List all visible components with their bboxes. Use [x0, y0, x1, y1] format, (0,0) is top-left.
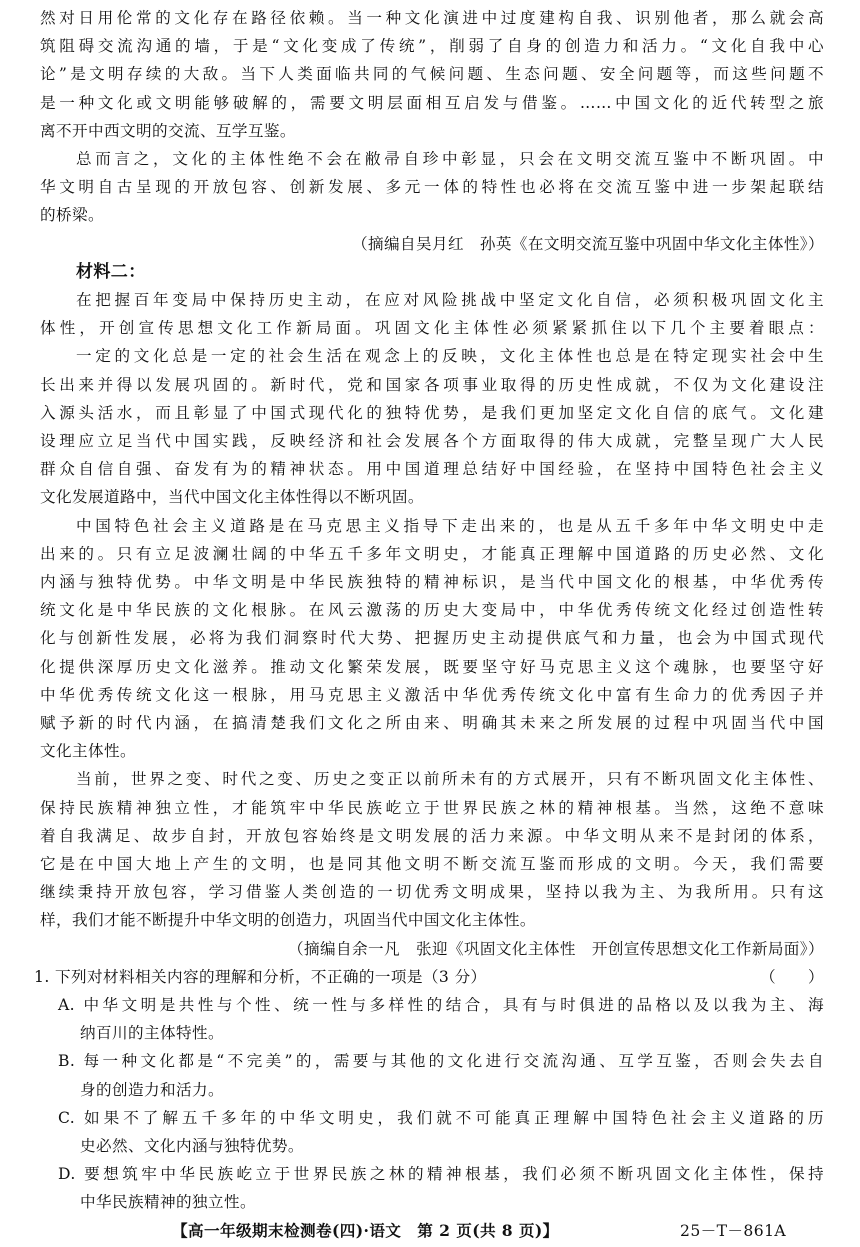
option-a: [40, 991, 824, 1047]
text-line: 样，我们才能不断提升中华文明的创造力，巩固当代中国文化主体性。: [40, 911, 536, 930]
question-1: [34, 963, 824, 991]
question-stem: [34, 963, 824, 991]
text-line: 体性，开创宣传思想文化工作新局面。巩固文化主体性必须紧紧抓住以下几个主要着眼点：: [40, 319, 824, 338]
source-citation-2: [40, 935, 824, 963]
heading-text: 材料二：: [76, 261, 146, 282]
text-line: 总而言之，文化的主体性绝不会在敝帚自珍中彰显，只会在文明交流互鉴中不断巩固。中: [76, 150, 824, 168]
material-2-para-1: [40, 286, 824, 342]
passage-conclusion: [40, 145, 824, 230]
text-line: 离不开中西文明的交流、互学互鉴。: [40, 121, 296, 140]
text-line: 化与创新性发展，必将为我们洞察时代大势、把握历史主动提供底气和力量，也会为中国式现代: [40, 629, 824, 648]
text-line: 文化发展道路中，当代中国文化主体性得以不断巩固。: [40, 488, 424, 507]
text-line: 群众自信自强、奋发有为的精神状态。用中国道理总结好中国经验，在坚持中国特色社会主义: [40, 460, 824, 479]
footer-exam-title: 【高一年级期末检测卷(四)·语文 第 2 页(共 8 页)】: [172, 1220, 559, 1240]
material-2-heading: [40, 258, 824, 286]
passage-continuation: [40, 4, 824, 145]
text-line: 赋予新的时代内涵，在搞清楚我们文化之所由来、明确其未来之所发展的过程中巩固当代中国: [40, 713, 824, 732]
material-2-para-2: [40, 342, 824, 511]
text-line: 是一种文化或文明能够破解的，需要文明层面相互启发与借鉴。……中国文化的近代转型之旅: [40, 93, 824, 112]
text-line: 筑阻碍交流沟通的墙，于是“文化变成了传统”，削弱了自身的创造力和活力。“文化自我中心: [40, 37, 824, 56]
page-footer: [0, 1217, 860, 1247]
text-line: 它是在中国大地上产生的文明，也是同其他文明不断交流互鉴而形成的文明。今天，我们需要: [40, 854, 824, 873]
text-line: 着自我满足、故步自封，开放包容始终是文明发展的活力来源。中华文明从来不是封闭的体系，: [40, 826, 824, 845]
text-line: 一定的文化总是一定的社会生活在观念上的反映，文化主体性也总是在特定现实社会中生: [76, 347, 824, 366]
text-line: 化提供深厚历史文化滋养。推动文化繁荣发展，既要坚守好马克思主义这个魂脉，也要坚守好: [40, 657, 824, 676]
text-line: 入源头活水，而且彰显了中国式现代化的独特优势，是我们更加坚定文化自信的底气。文化建: [40, 403, 824, 422]
text-line: 内涵与独特优势。中华文明是中华民族独特的精神标识，是当代中国文化的根基，中华优秀传: [40, 572, 824, 591]
source-citation-1: [40, 230, 824, 258]
option-d: [40, 1160, 824, 1216]
question-stem-text: 1. 下列对材料相关内容的理解和分析，不正确的一项是（3 分）: [34, 967, 487, 986]
citation-text: （摘编自余一凡 张迎《巩固文化主体性 开创宣传思想文化工作新局面》）: [288, 939, 824, 958]
answer-blank: （ ）: [760, 967, 824, 986]
text-line: 统文化是中华民族的文化根脉。在风云激荡的历史大变局中，中华优秀传统文化经过创造性转: [40, 601, 824, 620]
text-line: 的桥梁。: [40, 206, 104, 225]
material-2-para-4: [40, 765, 824, 934]
text-line: 然对日用伦常的文化存在路径依赖。当一种文化演进中过度建构自我、识别他者，那么就会高: [40, 9, 824, 27]
option-b-text: B. 每一种文化都是“不完美”的，需要与其他的文化进行交流沟通、互学互鉴，否则会失去自: [58, 1052, 824, 1071]
text-line: 保持民族精神独立性，才能筑牢中华民族屹立于世界民族之林的精神根基。当然，这绝不意味: [40, 798, 824, 817]
option-c-text: C. 如果不了解五千多年的中华文明史，我们就不可能真正理解中国特色社会主义道路的历: [58, 1108, 824, 1127]
option-c: [40, 1104, 824, 1160]
option-c-text-cont: 史必然、文化内涵与独特优势。: [80, 1136, 304, 1155]
text-line: 设理应立足当代中国实践，反映经济和社会发展各个方面取得的伟大成就，完整呈现广大人民: [40, 431, 824, 450]
option-d-text: D. 要想筑牢中华民族屹立于世界民族之林的精神根基，我们必须不断巩固文化主体性，保持: [58, 1165, 824, 1184]
text-line: 文化主体性。: [40, 742, 136, 761]
text-line: 当前，世界之变、时代之变、历史之变正以前所未有的方式展开，只有不断巩固文化主体性、: [76, 770, 824, 789]
text-line: 长出来并得以发展巩固的。新时代，党和国家各项事业取得的历史性成就，不仅为文化建设注: [40, 375, 824, 394]
text-line: 出来的。只有立足波澜壮阔的中华五千多年文明史，才能真正理解中国道路的历史必然、文化: [40, 544, 824, 563]
text-line: 继续秉持开放包容，学习借鉴人类创造的一切优秀文明成果，坚持以我为主、为我所用。只有这: [40, 883, 824, 902]
text-line: 华文明自古呈现的开放包容、创新发展、多元一体的特性也必将在交流互鉴中进一步架起联结: [40, 178, 824, 197]
footer-code: 25－T－861A: [680, 1221, 787, 1240]
text-line: 中华优秀传统文化这一根脉，用马克思主义激活中华优秀传统文化中富有生命力的优秀因子并: [40, 685, 824, 704]
option-b-text-cont: 身的创造力和活力。: [80, 1080, 224, 1099]
material-2-para-3: [40, 512, 824, 766]
option-d-text-cont: 中华民族精神的独立性。: [80, 1193, 256, 1212]
option-a-text-cont: 纳百川的主体特性。: [80, 1024, 224, 1043]
text-line: 中国特色社会主义道路是在马克思主义指导下走出来的，也是从五千多年中华文明史中走: [76, 516, 824, 535]
option-b: [40, 1047, 824, 1103]
text-line: 在把握百年变局中保持历史主动，在应对风险挑战中坚定文化自信，必须积极巩固文化主: [76, 291, 824, 309]
option-a-text: A. 中华文明是共性与个性、统一性与多样性的结合，具有与时俱进的品格以及以我为主、海: [58, 996, 824, 1014]
citation-text: （摘编自吴月红 孙英《在文明交流互鉴中巩固中华文化主体性》）: [351, 234, 824, 253]
text-line: 论”是文明存续的大敌。当下人类面临共同的气候问题、生态问题、安全问题等，而这些问题不: [40, 65, 824, 84]
